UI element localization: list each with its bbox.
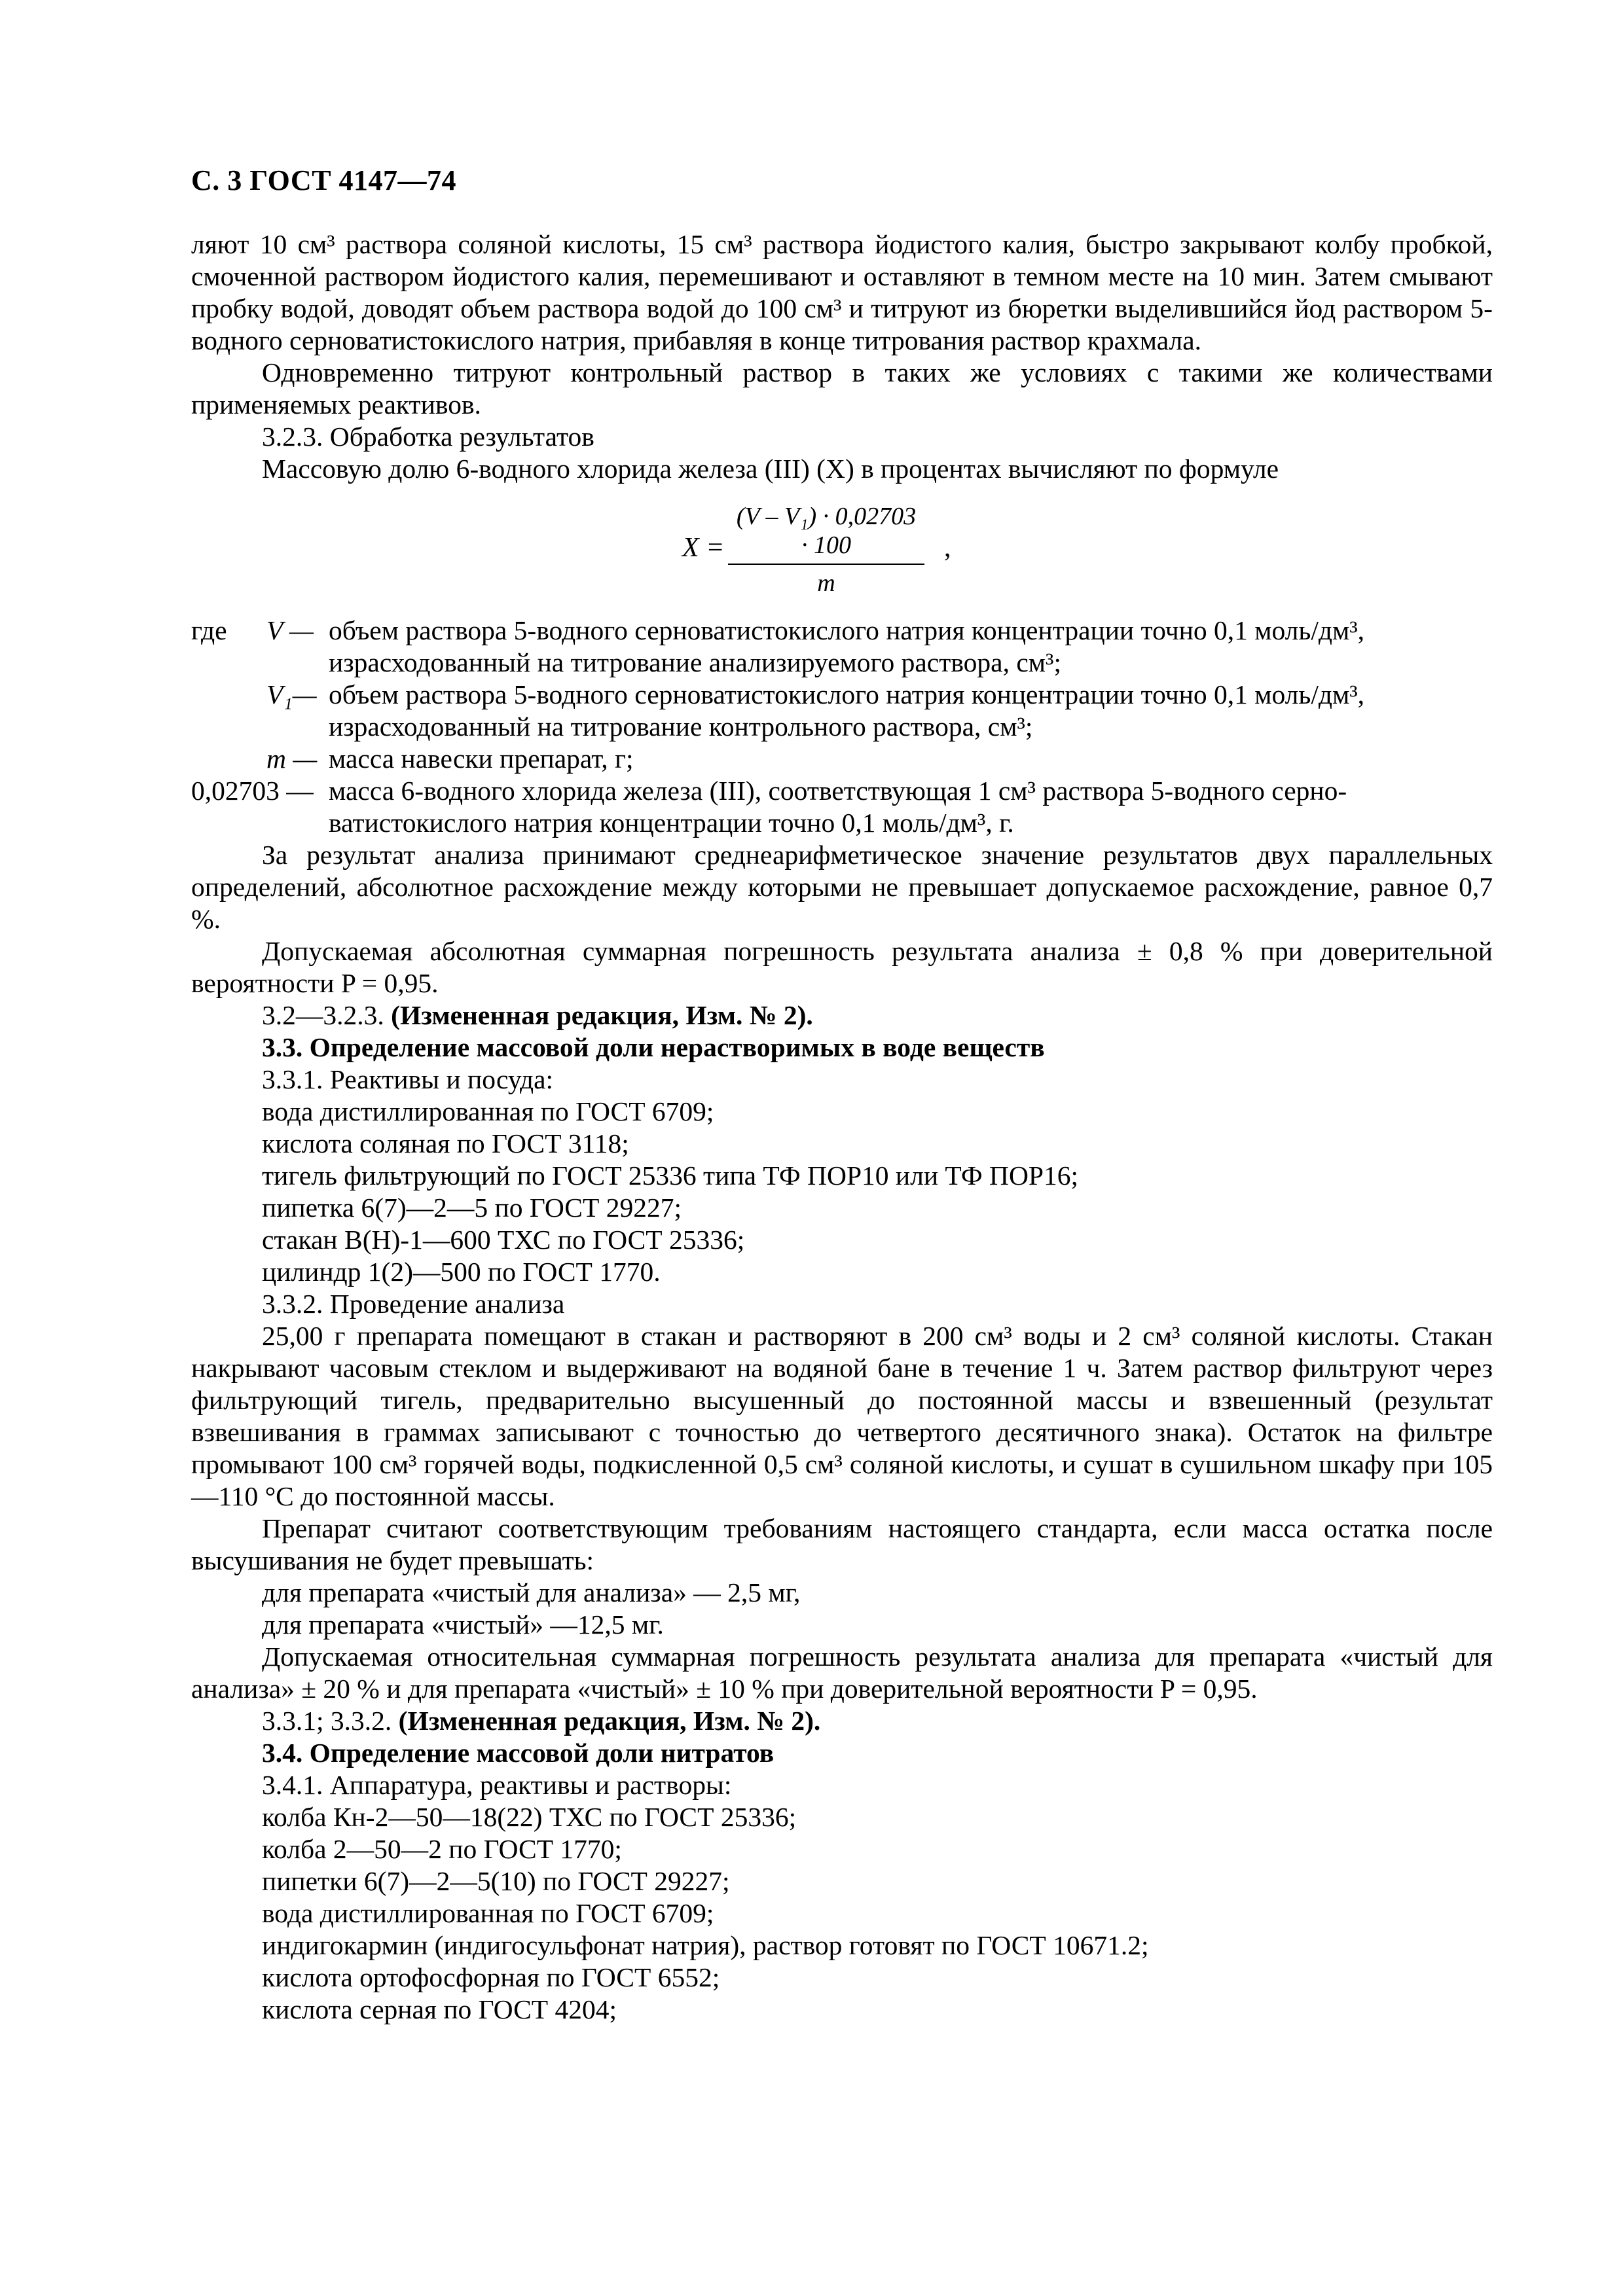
list-item: пипетки 6(7)—2—5(10) по ГОСТ 29227;	[262, 1866, 730, 1896]
list-item: колба Кн-2—50—18(22) ТХС по ГОСТ 25336;	[262, 1802, 797, 1832]
definition-text: объем раствора 5-водного серноватистокислого натрия концентрации точно 0,1 моль/дм³,	[329, 615, 1365, 645]
list-item: стакан В(Н)-1—600 ТХС по ГОСТ 25336;	[262, 1225, 745, 1255]
list-item: колба 2—50—2 по ГОСТ 1770;	[262, 1834, 622, 1864]
definition-text: масса 6-водного хлорида железа (III), соответствующая 1 см³ раствора 5-водного серно-	[329, 776, 1347, 806]
definition-symbol: m —	[266, 744, 318, 774]
list-item: вода дистиллированная по ГОСТ 6709;	[262, 1898, 714, 1928]
definition-constant	[191, 775, 1493, 839]
amendment-bold: (Измененная редакция, Изм. № 2).	[398, 1706, 821, 1736]
formula-denominator: m	[817, 569, 835, 597]
paragraph-result: За результат анализа принимают среднеарифметическое значение результатов двух параллельных определений, абсолютное расхождение между которыми не превышает допускаемое расхождение, равное 0,7 %.	[191, 840, 1493, 934]
subsection-title-332: 3.3.2. Проведение анализа	[262, 1289, 565, 1319]
list-item: цилиндр 1(2)—500 по ГОСТ 1770.	[262, 1257, 661, 1287]
definition-symbol: V —	[266, 615, 314, 645]
definition-symbol: 0,02703 —	[191, 776, 314, 806]
formula-numerator: (V – V₁) · 0,02703 · 100	[728, 499, 924, 565]
list-item: индигокармин (индигосульфонат натрия), раствор готовят по ГОСТ 10671.2;	[262, 1930, 1149, 1960]
where-label: где	[191, 615, 227, 645]
list-item: кислота серная по ГОСТ 4204;	[262, 1994, 617, 2024]
amendment-bold: (Измененная редакция, Изм. № 2).	[391, 1000, 813, 1030]
definitions-list	[191, 615, 1493, 839]
definition-text: масса навески препарат, г;	[329, 744, 634, 774]
reagents-list-341	[191, 1801, 1493, 2026]
amendment-prefix: 3.3.1; 3.3.2.	[262, 1706, 392, 1736]
list-item: пипетка 6(7)—2—5 по ГОСТ 29227;	[262, 1193, 682, 1223]
paragraph-control-titration: Одновременно титруют контрольный раствор в таких же условиях с такими же количествами применяемых реактивов.	[191, 357, 1493, 420]
document-page	[191, 164, 1493, 2026]
paragraph-continuation: ляют 10 см³ раствора соляной кислоты, 15 см³ раствора йодистого калия, быстро закрывают колбу пробкой, смоченной раствором йодистого калия, перемешивают и оставляют в темном месте на 10 мин. Затем смывают пробку водой, доводят объем раствора водой до 100 см³ и титруют из бюретки выделившийся йод раствором 5-водного серноватистокислого натрия, прибавляя в конце титрования раствор крахмала.	[191, 229, 1493, 355]
list-item: для препарата «чистый» —12,5 мг.	[262, 1609, 664, 1640]
definition-v1	[191, 679, 1493, 743]
definition-text: объем раствора 5-водного серноватистокислого натрия концентрации точно 0,1 моль/дм³,	[329, 679, 1365, 709]
definition-v	[191, 615, 1493, 679]
paragraph-formula-intro: Массовую долю 6-водного хлорида железа (III) (X) в процентах вычисляют по формуле	[262, 454, 1279, 484]
paragraph-relative-error: Допускаемая относительная суммарная погрешность результата анализа для препарата «чистый для анализа» ± 20 % и для препарата «чистый» ± 10 % при доверительной вероятности P = 0,95.	[191, 1641, 1493, 1704]
paragraph-procedure: 25,00 г препарата помещают в стакан и растворяют в 200 см³ воды и 2 см³ соляной кислоты. Стакан накрывают часовым стеклом и выдерживают на водяной бане в течение 1 ч. Затем раствор фильтруют через фильтрующий тигель, предварительно высушенный до постоянной массы и взвешенный (результат взвешивания в граммах записывают с точностью до четвертого десятичного знака). Остаток на фильтре промывают 100 см³ горячей воды, подкисленной 0,5 см³ соляной кислоты, и сушат в сушильном шкафу при 105—110 °С до постоянной массы.	[191, 1321, 1493, 1511]
formula-fraction	[728, 499, 924, 598]
reagents-list-331	[191, 1096, 1493, 1288]
definition-cont: израсходованный на титрование анализируемого раствора, см³;	[329, 647, 1062, 677]
amendment-prefix: 3.2—3.2.3.	[262, 1000, 384, 1030]
subsection-title-331: 3.3.1. Реактивы и посуда:	[262, 1064, 554, 1094]
list-item: кислота ортофосфорная по ГОСТ 6552;	[262, 1962, 720, 1992]
formula	[191, 499, 1493, 598]
definition-cont: израсходованный на титрование контрольного раствора, см³;	[329, 711, 1033, 742]
page-header: С. 3 ГОСТ 4147—74	[191, 164, 457, 196]
paragraph-requirement: Препарат считают соответствующим требованиям настоящего стандарта, если масса остатка после высушивания не будет превышать:	[191, 1513, 1493, 1575]
formula-lhs: X =	[682, 533, 725, 563]
amendment-note	[191, 999, 1493, 1031]
list-item: кислота соляная по ГОСТ 3118;	[262, 1128, 629, 1158]
definition-symbol: V₁—	[266, 679, 317, 709]
definition-m	[191, 743, 1493, 775]
section-heading-34: 3.4. Определение массовой доли нитратов	[262, 1738, 775, 1768]
paragraph-error: Допускаемая абсолютная суммарная погрешность результата анализа ± 0,8 % при доверительной вероятности P = 0,95.	[191, 936, 1493, 998]
amendment-note	[191, 1705, 1493, 1737]
subsection-title-341: 3.4.1. Аппаратура, реактивы и растворы:	[262, 1770, 732, 1800]
definition-cont: ватистокислого натрия концентрации точно 0,1 моль/дм³, г.	[329, 808, 1014, 838]
subsection-title-323: 3.2.3. Обработка результатов	[262, 422, 594, 452]
list-item: вода дистиллированная по ГОСТ 6709;	[262, 1096, 714, 1126]
section-heading-33: 3.3. Определение массовой доли нерастворимых в воде веществ	[262, 1032, 1045, 1062]
list-item: тигель фильтрующий по ГОСТ 25336 типа ТФ ПОР10 или ТФ ПОР16;	[262, 1160, 1079, 1191]
formula-comma: ,	[944, 533, 951, 563]
list-item: для препарата «чистый для анализа» — 2,5 мг,	[262, 1577, 801, 1607]
